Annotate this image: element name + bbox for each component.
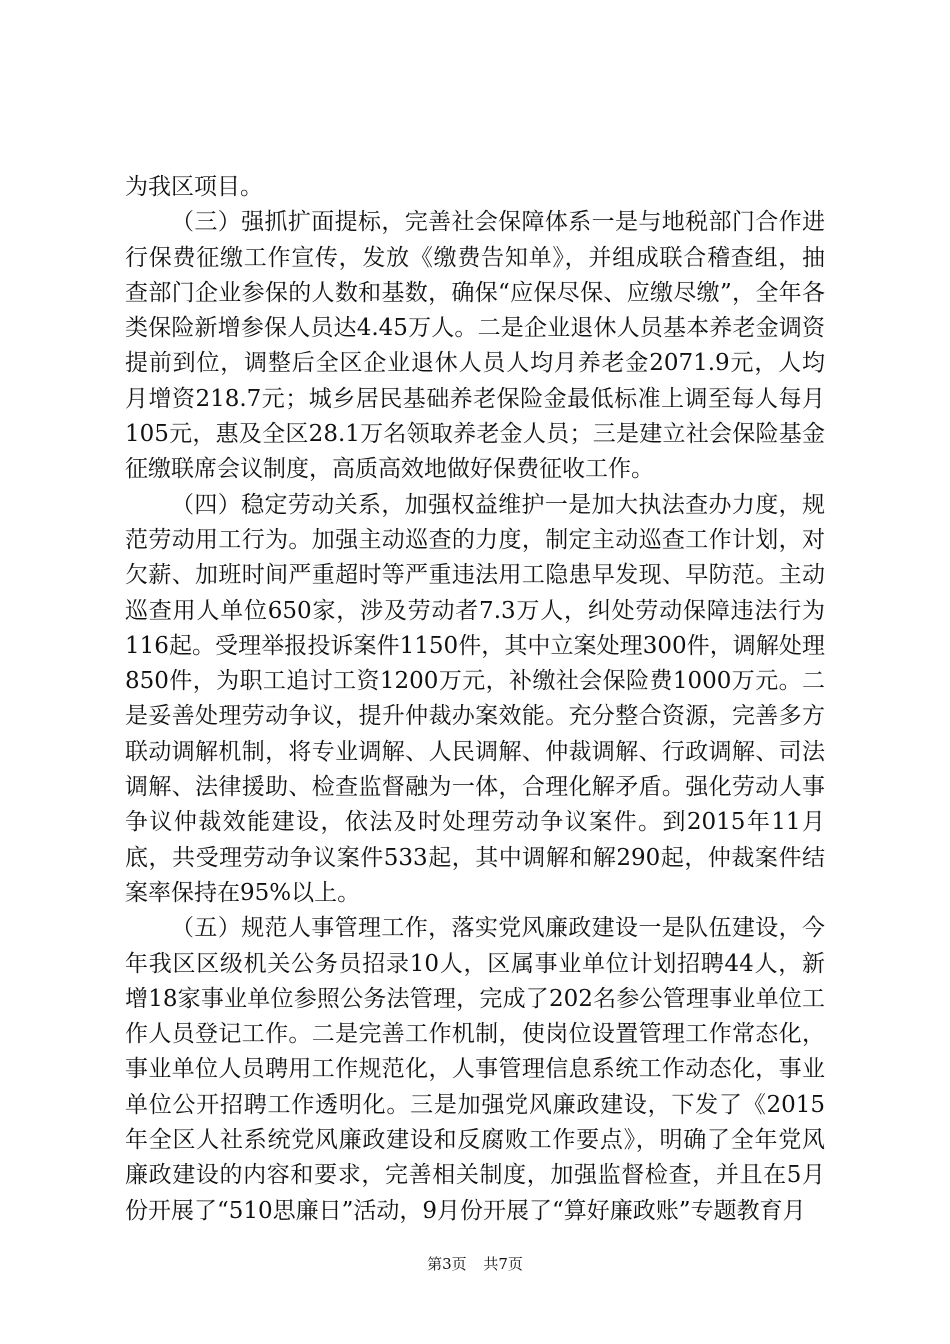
- paragraph-personnel-management: （五）规范人事管理工作，落实党风廉政建设一是队伍建设，今年我区区级机关公务员招录10人，区属事业单位计划招聘44人，新增18家事业单位参照公务法管理，完成了202名参公管理事业单位工作人员登记工作。二是完善工作机制，使岗位设置管理工作常态化，事业单位人员聘用工作规范化，人事管理信息系统工作动态化，事业单位公开招聘工作透明化。三是加强党风廉政建设，下发了《2015年全区人社系统党风廉政建设和反腐败工作要点》，明确了全年党风廉政建设的内容和要求，完善相关制度，加强监督检查，并且在5月份开展了“510思廉日”活动，9月份开展了“算好廉政账”专题教育月: [125, 915, 825, 1224]
- paragraph-continuation: 为我区项目。: [125, 174, 263, 200]
- paragraph-labor-relations: （四）稳定劳动关系，加强权益维护一是加大执法查办力度，规范劳动用工行为。加强主动巡查的力度，制定主动巡查工作计划，对欠薪、加班时间严重超时等严重违法用工隐患早发现、早防范。主动巡查用人单位650家，涉及劳动者7.3万人，纠处劳动保障违法行为116起。受理举报投诉案件1150件，其中立案处理300件，调解处理850件，为职工追讨工资1200万元，补缴社会保险费1000万元。二是妥善处理劳动争议，提升仲裁办案效能。充分整合资源，完善多方联动调解机制，将专业调解、人民调解、仲裁调解、行政调解、司法调解、法律援助、检查监督融为一体，合理化解矛盾。强化劳动人事争议仲裁效能建设，依法及时处理劳动争议案件。到2015年11月底，共受理劳动争议案件533起，其中调解和解290起，仲裁案件结案率保持在95%以上。: [125, 491, 825, 906]
- page-footer: [0, 1253, 950, 1274]
- document-body: [125, 170, 825, 1229]
- page-number: 第3页: [427, 1255, 467, 1273]
- paragraph-social-security: （三）强抓扩面提标，完善社会保障体系一是与地税部门合作进行保费征缴工作宣传，发放《缴费告知单》，并组成联合稽查组，抽查部门企业参保的人数和基数，确保“应保尽保、应缴尽缴”，全年各类保险新增参保人员达4.45万人。二是企业退休人员基本养老金调资提前到位，调整后全区企业退休人员人均月养老金2071.9元，人均月增资218.7元；城乡居民基础养老保险金最低标准上调至每人每月105元，惠及全区28.1万名领取养老金人员；三是建立社会保险基金征缴联席会议制度，高质高效地做好保费征收工作。: [125, 209, 825, 483]
- page-total: 共7页: [483, 1255, 523, 1273]
